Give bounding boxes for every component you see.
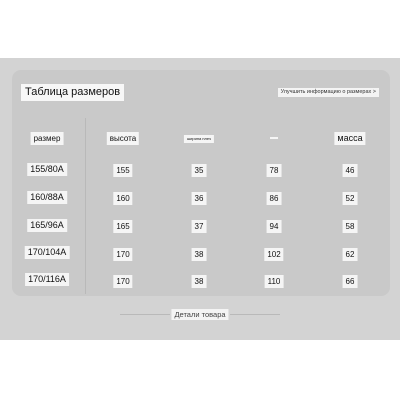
column-divider	[85, 118, 86, 294]
cell-chest: 102	[264, 248, 283, 261]
cell-size: 160/88A	[27, 191, 67, 204]
cell-shoulder: 35	[192, 164, 207, 177]
cell-chest: 78	[267, 164, 282, 177]
cell-height: 165	[113, 220, 132, 233]
cell-height: 155	[113, 164, 132, 177]
product-details-link[interactable]: Детали товара	[171, 309, 228, 320]
cell-shoulder: 38	[192, 248, 207, 261]
cell-height: 160	[113, 192, 132, 205]
improve-size-info-link[interactable]: Улучшить информацию о размерах >	[278, 88, 379, 97]
footer-divider-left	[120, 314, 170, 315]
cell-size: 165/96A	[27, 219, 67, 232]
cell-chest: 94	[267, 220, 282, 233]
footer-divider-right	[230, 314, 280, 315]
cell-chest: 110	[265, 275, 284, 288]
header-chest	[270, 137, 278, 139]
cell-shoulder: 38	[192, 275, 207, 288]
cell-shoulder: 37	[192, 220, 207, 233]
header-weight: масса	[334, 132, 365, 145]
header-height: высота	[107, 132, 139, 145]
size-table-card	[12, 70, 390, 296]
cell-height: 170	[113, 248, 132, 261]
size-chart-panel	[0, 58, 400, 340]
cell-size: 170/104A	[25, 246, 70, 259]
cell-height: 170	[113, 275, 132, 288]
cell-weight: 58	[343, 220, 358, 233]
header-size: размер	[31, 132, 64, 145]
cell-chest: 86	[267, 192, 282, 205]
cell-weight: 52	[343, 192, 358, 205]
cell-size: 170/116A	[25, 273, 69, 286]
cell-shoulder: 36	[192, 192, 207, 205]
cell-size: 155/80A	[27, 163, 67, 176]
cell-weight: 46	[343, 164, 358, 177]
header-shoulder-width: ширина плеч	[184, 135, 214, 143]
cell-weight: 62	[343, 248, 358, 261]
cell-weight: 66	[343, 275, 358, 288]
size-table-title: Таблица размеров	[21, 84, 124, 101]
